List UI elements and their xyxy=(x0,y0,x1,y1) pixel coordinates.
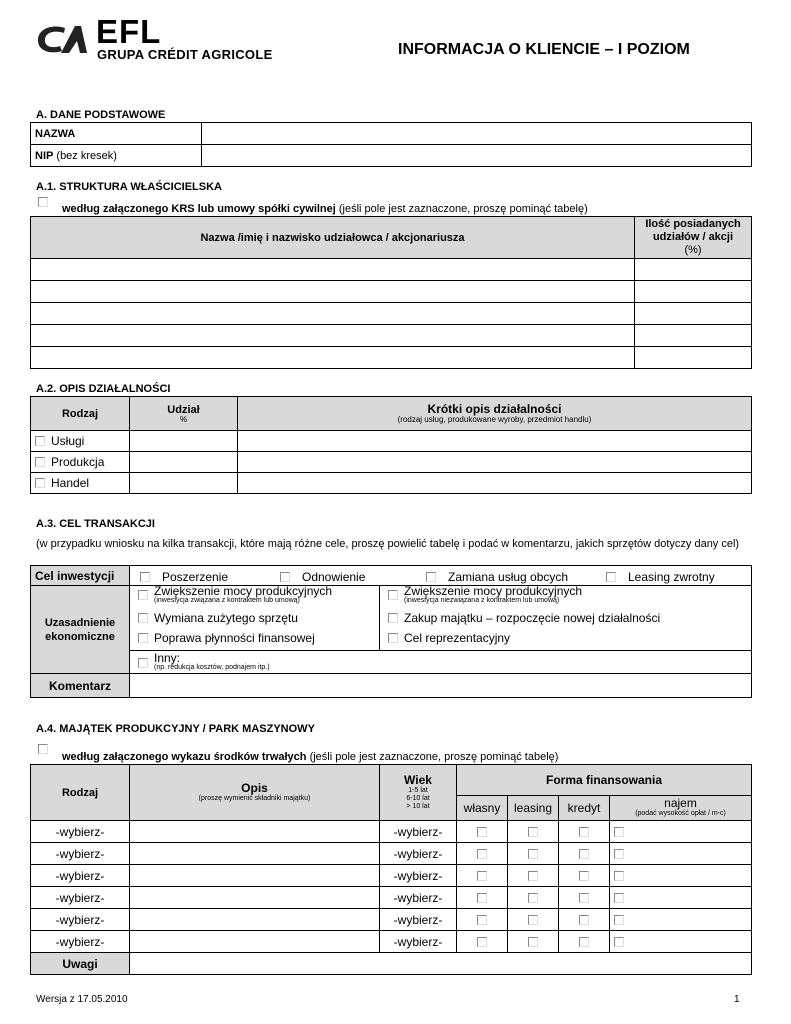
assets-list-checkbox-rest: (jeśli pole jest zaznaczone, proszę pominąć tabelę) xyxy=(306,751,559,763)
fin-rent-checkbox[interactable] xyxy=(614,937,624,947)
owner-name-header: Nazwa /imię i nazwisko udziałowca / akcjonariusza xyxy=(31,217,635,259)
fin-credit-cell xyxy=(559,865,610,887)
fin-leasing-checkbox[interactable] xyxy=(528,937,538,947)
activity-share-unit: % xyxy=(179,414,188,424)
opt-other-label: Inny: xyxy=(154,650,181,665)
assets-list-checkbox-bold: według załączonego wykazu środków trwałych xyxy=(62,751,307,763)
opt-production-no-contract-checkbox[interactable] xyxy=(388,590,398,600)
activity-desc-cell[interactable] xyxy=(238,452,752,473)
fin-rent-hint: (podać wysokość opłat / m-c) xyxy=(635,810,726,817)
fin-leasing-cell xyxy=(508,931,559,953)
remarks-row xyxy=(31,953,752,975)
owner-name-cell[interactable] xyxy=(31,281,635,303)
logo-mark xyxy=(35,22,91,58)
asset-row xyxy=(31,843,752,865)
fin-credit-checkbox[interactable] xyxy=(579,893,589,903)
fin-leasing-cell xyxy=(508,843,559,865)
nazwa-label: NAZWA xyxy=(31,123,202,145)
owner-share-header-2: udziałów / akcji xyxy=(652,231,734,243)
remarks-field[interactable] xyxy=(130,953,752,975)
opt-new-business xyxy=(388,610,747,630)
opt-production-no-contract-label: Zwiększenie mocy produkcyjnych xyxy=(404,585,583,598)
activity-type-header: Rodzaj xyxy=(31,397,130,431)
krs-checkbox[interactable] xyxy=(38,197,48,207)
section-a2-title: A.2. OPIS DZIAŁALNOŚCI xyxy=(36,383,171,395)
asset-row xyxy=(31,931,752,953)
purpose-renewal-label: Odnowienie xyxy=(302,569,366,584)
asset-type-select[interactable]: -wybierz- xyxy=(31,843,130,865)
assets-desc-title: Opis xyxy=(241,780,268,795)
justification-right-options xyxy=(380,586,752,651)
opt-replace-equipment-checkbox[interactable] xyxy=(138,613,148,623)
opt-liquidity-label: Poprawa płynności finansowej xyxy=(154,630,315,645)
fin-credit-header: kredyt xyxy=(559,796,610,821)
fin-own-checkbox[interactable] xyxy=(477,915,487,925)
fin-rent-cell xyxy=(610,909,752,931)
fin-leasing-header: leasing xyxy=(508,796,559,821)
transaction-purpose-table xyxy=(30,565,752,698)
fin-own-header: własny xyxy=(457,796,508,821)
fin-credit-cell xyxy=(559,931,610,953)
opt-other-hint: (np. redukcja kosztów, podnajem itp.) xyxy=(154,663,270,671)
owner-share-cell[interactable] xyxy=(635,347,752,369)
age-range-3: > 10 lat xyxy=(406,803,430,810)
logo-brand: EFL xyxy=(96,13,162,50)
assets-table xyxy=(30,764,752,975)
services-label: Usługi xyxy=(51,434,85,448)
opt-production-contract-text xyxy=(154,586,332,605)
asset-row xyxy=(31,887,752,909)
owner-share-header xyxy=(635,217,752,259)
activity-desc-cell[interactable] xyxy=(238,431,752,452)
fin-rent-checkbox[interactable] xyxy=(614,827,624,837)
owner-name-cell[interactable] xyxy=(31,347,635,369)
fin-rent-checkbox[interactable] xyxy=(614,871,624,881)
fin-rent-checkbox[interactable] xyxy=(614,915,624,925)
owner-name-cell[interactable] xyxy=(31,259,635,281)
comment-label: Komentarz xyxy=(31,674,130,698)
fin-rent-cell xyxy=(610,887,752,909)
ownership-table xyxy=(30,216,752,369)
fin-credit-checkbox[interactable] xyxy=(579,915,589,925)
asset-age-select[interactable]: -wybierz- xyxy=(380,865,457,887)
purpose-replace-services-label: Zamiana usług obcych xyxy=(448,569,569,584)
owner-share-cell[interactable] xyxy=(635,303,752,325)
purpose-expansion-label: Poszerzenie xyxy=(162,569,229,584)
owner-share-header-3: (%) xyxy=(684,244,702,256)
fin-rent-cell xyxy=(610,843,752,865)
activity-share-cell[interactable] xyxy=(130,431,238,452)
nip-label: NIP xyxy=(35,149,54,162)
version-label: Wersja z 17.05.2010 xyxy=(36,994,128,1005)
fin-credit-cell xyxy=(559,887,610,909)
fin-own-checkbox[interactable] xyxy=(477,849,487,859)
nazwa-field[interactable] xyxy=(202,123,752,145)
trade-checkbox[interactable] xyxy=(35,478,45,488)
section-a-title: A. DANE PODSTAWOWE xyxy=(36,109,166,121)
assets-age-title: Wiek xyxy=(404,773,432,787)
opt-replace-equipment-label: Wymiana zużytego sprzętu xyxy=(154,610,298,625)
activity-desc-hint: (rodzaj usług, produkowane wyroby, przedmiot handlu) xyxy=(397,415,592,424)
activity-type-services xyxy=(31,431,130,452)
purpose-leaseback-checkbox[interactable] xyxy=(606,572,616,582)
nip-hint: (bez kresek) xyxy=(53,149,117,162)
logo-group: GRUPA CRÉDIT AGRICOLE xyxy=(97,47,273,62)
asset-row xyxy=(31,865,752,887)
fin-own-checkbox[interactable] xyxy=(477,893,487,903)
fin-own-cell xyxy=(457,821,508,843)
fin-rent-cell xyxy=(610,821,752,843)
activity-share-header xyxy=(130,397,238,431)
fin-credit-checkbox[interactable] xyxy=(579,827,589,837)
fin-own-checkbox[interactable] xyxy=(477,937,487,947)
page-number: 1 xyxy=(734,994,740,1005)
fin-leasing-checkbox[interactable] xyxy=(528,827,538,837)
opt-production-no-contract-text xyxy=(404,586,582,605)
fin-own-cell xyxy=(457,909,508,931)
fin-credit-checkbox[interactable] xyxy=(579,849,589,859)
trade-label: Handel xyxy=(51,476,90,490)
krs-checkbox-label xyxy=(62,203,588,215)
owner-share-cell[interactable] xyxy=(635,281,752,303)
fin-credit-cell xyxy=(559,821,610,843)
asset-row xyxy=(31,821,752,843)
fin-leasing-checkbox[interactable] xyxy=(528,849,538,859)
opt-other-text xyxy=(154,650,270,672)
purpose-expansion xyxy=(140,569,228,584)
opt-production-contract-hint: (inwestycja związana z kontraktem lub umową) xyxy=(154,597,300,604)
activity-desc-cell[interactable] xyxy=(238,473,752,494)
production-label: Produkcja xyxy=(51,455,105,469)
fin-credit-checkbox[interactable] xyxy=(579,871,589,881)
fin-leasing-cell xyxy=(508,821,559,843)
fin-own-cell xyxy=(457,865,508,887)
section-a3-title: A.3. CEL TRANSAKCJI xyxy=(36,518,155,530)
activity-desc-title: Krótki opis działalności xyxy=(427,402,562,416)
asset-age-select[interactable]: -wybierz- xyxy=(380,909,457,931)
opt-production-no-contract xyxy=(388,586,747,610)
owner-share-header-1: Ilość posiadanych xyxy=(645,218,741,230)
economic-justification-label-2: ekonomiczne xyxy=(45,630,115,643)
activity-table xyxy=(30,396,752,494)
asset-desc-field[interactable] xyxy=(130,843,380,865)
section-a3-note: (w przypadku wniosku na kilka transakcji, które mają różne cele, proszę powielić tabelę i podać w komentarzu, jakich sprzętów dotyczy dany cel) xyxy=(36,538,740,550)
age-range-1: 1-5 lat xyxy=(408,787,428,794)
asset-age-select[interactable]: -wybierz- xyxy=(380,821,457,843)
investment-purpose-label: Cel inwestycji xyxy=(31,566,130,586)
opt-other-checkbox[interactable] xyxy=(138,658,148,668)
fin-leasing-checkbox[interactable] xyxy=(528,871,538,881)
opt-representative-label: Cel reprezentacyjny xyxy=(404,630,511,645)
fin-rent-header xyxy=(610,796,752,821)
purpose-expansion-checkbox[interactable] xyxy=(140,572,150,582)
fin-leasing-cell xyxy=(508,909,559,931)
fin-own-cell xyxy=(457,887,508,909)
opt-other xyxy=(130,651,752,674)
age-range-2: 6-10 lat xyxy=(406,795,430,802)
opt-production-contract-checkbox[interactable] xyxy=(138,590,148,600)
asset-age-select[interactable]: -wybierz- xyxy=(380,931,457,953)
activity-type-production xyxy=(31,452,130,473)
assets-type-header: Rodzaj xyxy=(31,765,130,821)
purpose-renewal-checkbox[interactable] xyxy=(280,572,290,582)
assets-list-checkbox-label xyxy=(62,751,558,763)
fin-leasing-cell xyxy=(508,865,559,887)
assets-list-checkbox[interactable] xyxy=(38,744,48,754)
opt-production-contract-label: Zwiększenie mocy produkcyjnych xyxy=(154,585,333,598)
fin-credit-checkbox[interactable] xyxy=(579,937,589,947)
fin-leasing-checkbox[interactable] xyxy=(528,893,538,903)
asset-type-select[interactable]: -wybierz- xyxy=(31,887,130,909)
opt-production-no-contract-hint: (inwestycja niezwiązana z kontraktem lub umową) xyxy=(404,597,560,604)
nip-field[interactable] xyxy=(202,145,752,167)
opt-new-business-checkbox[interactable] xyxy=(388,613,398,623)
asset-type-select[interactable]: -wybierz- xyxy=(31,821,130,843)
asset-age-select[interactable]: -wybierz- xyxy=(380,887,457,909)
owner-share-cell[interactable] xyxy=(635,325,752,347)
fin-rent-checkbox[interactable] xyxy=(614,893,624,903)
purpose-replace-services xyxy=(426,569,568,584)
asset-row xyxy=(31,909,752,931)
basic-data-table xyxy=(30,122,752,167)
activity-type-trade xyxy=(31,473,130,494)
assets-desc-hint: (proszę wymienić składniki majątku) xyxy=(198,794,311,802)
fin-own-checkbox[interactable] xyxy=(477,827,487,837)
financing-header: Forma finansowania xyxy=(457,765,752,796)
opt-representative xyxy=(388,630,747,650)
purpose-renewal xyxy=(280,569,365,584)
asset-desc-field[interactable] xyxy=(130,887,380,909)
opt-replace-equipment xyxy=(138,610,375,630)
krs-checkbox-bold: według załączonego KRS lub umowy spółki cywilnej xyxy=(62,203,336,215)
fin-own-cell xyxy=(457,931,508,953)
krs-checkbox-rest: (jeśli pole jest zaznaczone, proszę pominąć tabelę) xyxy=(335,203,588,215)
opt-representative-checkbox[interactable] xyxy=(388,633,398,643)
fin-own-checkbox[interactable] xyxy=(477,871,487,881)
fin-rent-checkbox[interactable] xyxy=(614,849,624,859)
fin-leasing-checkbox[interactable] xyxy=(528,915,538,925)
asset-desc-field[interactable] xyxy=(130,909,380,931)
justification-left-options xyxy=(130,586,380,651)
asset-desc-field[interactable] xyxy=(130,931,380,953)
section-a1-title: A.1. STRUKTURA WŁAŚCICIELSKA xyxy=(36,181,222,193)
opt-new-business-label: Zakup majątku – rozpoczęcie nowej działalności xyxy=(404,610,661,625)
asset-type-select[interactable]: -wybierz- xyxy=(31,909,130,931)
activity-share-cell[interactable] xyxy=(130,473,238,494)
services-checkbox[interactable] xyxy=(35,436,45,446)
fin-credit-cell xyxy=(559,909,610,931)
production-checkbox[interactable] xyxy=(35,457,45,467)
asset-age-select[interactable]: -wybierz- xyxy=(380,843,457,865)
opt-production-contract xyxy=(138,586,375,610)
activity-share-cell[interactable] xyxy=(130,452,238,473)
fin-rent-title: najem xyxy=(664,796,697,810)
fin-leasing-cell xyxy=(508,887,559,909)
document-title: INFORMACJA O KLIENCIE – I POZIOM xyxy=(398,41,690,58)
fin-rent-cell xyxy=(610,931,752,953)
remarks-label: Uwagi xyxy=(31,953,130,975)
asset-type-select[interactable]: -wybierz- xyxy=(31,931,130,953)
economic-justification-label-1: Uzasadnienie xyxy=(44,616,116,629)
purpose-leaseback xyxy=(606,569,715,584)
fin-rent-cell xyxy=(610,865,752,887)
assets-desc-header xyxy=(130,765,380,821)
opt-liquidity-checkbox[interactable] xyxy=(138,633,148,643)
purpose-leaseback-label: Leasing zwrotny xyxy=(628,569,715,584)
comment-field[interactable] xyxy=(130,674,752,698)
activity-desc-header xyxy=(238,397,752,431)
owner-name-cell[interactable] xyxy=(31,325,635,347)
investment-purpose-options xyxy=(130,566,752,586)
economic-justification-label xyxy=(31,586,130,674)
fin-own-cell xyxy=(457,843,508,865)
activity-share-title: Udział xyxy=(167,403,200,416)
fin-credit-cell xyxy=(559,843,610,865)
asset-desc-field[interactable] xyxy=(130,821,380,843)
owner-share-cell[interactable] xyxy=(635,259,752,281)
purpose-replace-services-checkbox[interactable] xyxy=(426,572,436,582)
asset-desc-field[interactable] xyxy=(130,865,380,887)
section-a4-title: A.4. MAJĄTEK PRODUKCYJNY / PARK MASZYNOWY xyxy=(36,723,315,735)
asset-type-select[interactable]: -wybierz- xyxy=(31,865,130,887)
nip-label-cell xyxy=(31,145,202,167)
opt-liquidity xyxy=(138,630,375,650)
owner-name-cell[interactable] xyxy=(31,303,635,325)
assets-age-header xyxy=(380,765,457,821)
